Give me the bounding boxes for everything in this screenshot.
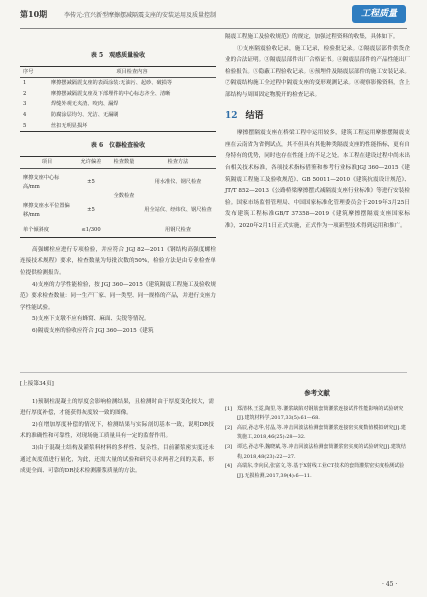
table6-item: 单个倾斜度 bbox=[20, 225, 74, 238]
table6-method: 用钢尺检查 bbox=[140, 225, 216, 238]
body-paragraph: 高强螺栓应进行专项检验，并应符合 JGJ 82—2011《钢结构高强度螺栓连接技术规程》要求，检查数量为每批次数的50%，检验方法是由专业检查单位提供检测报告。 bbox=[20, 246, 216, 276]
journal-logo: 工程质量 bbox=[352, 5, 406, 23]
reference-text: 高辰,孙志华,付晶,等.冲击回波法检测套筒灌浆连接密实度数值模拟研究[J].建筑施工,2018,46(25):28—32. bbox=[237, 424, 406, 441]
table6-header-cell: 项目 bbox=[20, 156, 74, 168]
table5-cell: 摩擦摆减隔震支座及下部埋件的中心标志齐全、清晰 bbox=[51, 90, 171, 97]
conclusion-paragraph: 摩擦摆隔震支座在桥梁工程中运用较多，建筑工程运用摩擦摆隔震支座在云南省为省例试点，其不但具有其他种类隔震支座的性能指标，更有自身特有的优势，同时也存在性能上的不足之处。本工程在建设过程中尚未出台相关技术标准，各项技术指标借鉴和参考行业标准JGJ 360—2015《建筑隔震工程施工及验收规范》、GB 50011—2010《建筑抗震设计规范》、JT/T 852—2013《公路桥梁摩擦摆式减隔震支座行业标准》等进行安装检验。国家市场监督管理局、中国国家标准化管理委员会于2019年3月25日发布建筑工程标准GB/T 37358—2019《建筑摩擦摆隔震支座国家标准》，2020年2月1日正式实施，正式作为一项新型技术得到运用和推广。 bbox=[225, 130, 410, 229]
table5-header-cell: 序号 bbox=[20, 66, 48, 78]
reference-item bbox=[225, 462, 409, 481]
table6-qty: 全数检查 bbox=[113, 193, 135, 200]
references-title: 参考文献 bbox=[304, 389, 330, 397]
reference-text: 高瑞东,李向民,张富文,等.基于X射线工业CT技术的套筒灌浆密实度检测试验[J].无损检测,2017,39(4):6—11. bbox=[237, 463, 405, 479]
left-column bbox=[20, 32, 216, 338]
table5-cell: 摩擦摆减隔震支座的表面涂装:无油污、起砂、破损等 bbox=[51, 80, 173, 87]
continued-article bbox=[20, 379, 214, 478]
section-title: 结语 bbox=[245, 110, 264, 121]
table6-qty bbox=[108, 225, 140, 238]
reference-number: [4] bbox=[225, 463, 233, 470]
table6-header-cell: 检查方法 bbox=[140, 156, 216, 168]
records-list: ①支座隔震验收记录，施工记录，检验批记录。②隔震层部件供货企业的合法证明。③隔震层部件出厂合格证书。④隔震层部件的产品性能出厂检验报告。⑤隐蔽工程验收记录。⑥预埋件及隔震层部件的施工安装记录。⑦隔震结构施工全过程中隔震支座的变形观测记录。⑧观察影像资料，含上部结构与周围固定物脱开的检查记录。 bbox=[225, 45, 410, 98]
table5-header-row bbox=[20, 66, 216, 78]
table5-cell: 1 bbox=[23, 80, 27, 87]
reference-item bbox=[225, 443, 409, 462]
table6-method: 用水准仪、钢尺检查 bbox=[154, 179, 202, 186]
section-number: 12 bbox=[225, 110, 238, 121]
table5-header-cell: 项目检查内容 bbox=[48, 66, 216, 78]
table6-dev: ±5 bbox=[87, 207, 95, 214]
table5-row bbox=[20, 78, 216, 89]
table6-item: 摩擦支座中心标高/mm bbox=[23, 175, 60, 190]
body-paragraph: 1)预制柱混凝土的厚度会影响检测结果，且检测时由于厚度变化较大，需进行厚度补偿，才能获得灰度较一致的图像。 bbox=[20, 398, 214, 417]
body-paragraph: 4)支座的力学性能检验，按 JGJ 360—2015《建筑隔震工程施工及验收规范》要求检查数量：同一生产厂家、同一类型、同一规格的产品，并进行支座力学性能试验。 bbox=[20, 281, 216, 311]
table6-row bbox=[20, 168, 216, 197]
table6-header-cell: 检查数量 bbox=[108, 156, 140, 168]
table6-item: 摩擦支座水平位置偏移/mm bbox=[23, 203, 70, 218]
page-header bbox=[0, 0, 427, 28]
body-paragraph: 3)由于混凝土结构及灌浆料材料的多样性、复杂性，目前灌浆密实度还未通过灰度值进行量化，为此，还需大量的试验和研究寻求两者之间的关系，形成更全面、可靠的DR技术检测灌浆质量的方法。 bbox=[20, 444, 214, 475]
header-rule bbox=[20, 28, 407, 29]
table5-row bbox=[20, 121, 216, 132]
table5-row bbox=[20, 89, 216, 100]
left-body bbox=[20, 245, 216, 338]
body-paragraph: 5)支座下支墩不应有蜂窝、麻面、尖锐等情况。 bbox=[32, 316, 150, 323]
references bbox=[225, 379, 409, 481]
table5-cell: 焊缝外观无夹渣、咬肉、漏焊 bbox=[51, 101, 119, 108]
table5-cell: 4 bbox=[23, 111, 27, 118]
table5 bbox=[20, 66, 216, 133]
continued-tag: [上接第34页] bbox=[20, 381, 54, 387]
table5-row bbox=[20, 110, 216, 121]
table5-cell: 丝扣无明显损坏 bbox=[48, 121, 216, 132]
table5-cell: 3 bbox=[23, 101, 27, 108]
reference-number: [2] bbox=[225, 424, 233, 431]
table6-dev: ≤1/300 bbox=[74, 225, 108, 238]
reference-number: [1] bbox=[225, 405, 233, 412]
section-heading bbox=[225, 111, 410, 123]
table5-row bbox=[20, 99, 216, 110]
reference-item bbox=[225, 424, 409, 443]
table6-dev: ±5 bbox=[87, 179, 95, 186]
table6 bbox=[20, 156, 216, 238]
running-title: 李传元:宜兴新型摩擦摆减隔震支座的安装运用及质量控制 bbox=[64, 12, 217, 19]
table5-cell: 5 bbox=[20, 121, 48, 132]
reference-text: 郑清林,王霓,陶里,等.灌浆缺陷对钢筋套筒灌浆连接试件性能影响的试验研究[J].建筑材料学,2017,33(5):61—68. bbox=[237, 405, 404, 422]
table6-method: 用全站仪、经纬仪、钢尺检查 bbox=[144, 207, 212, 214]
issue-number: 第10期 bbox=[20, 9, 48, 19]
reference-number: [3] bbox=[225, 443, 233, 450]
reference-item bbox=[225, 405, 409, 424]
table6-header-row bbox=[20, 156, 216, 168]
body-paragraph: 6)隔震支座的验收应符合 JGJ 360—2015《建筑 bbox=[32, 327, 154, 334]
table6-header-cell: 允许偏差 bbox=[74, 156, 108, 168]
section-divider bbox=[20, 372, 407, 373]
reference-text: 谭达,孙志华,魏晓斌,等.冲击回波法检测套筒灌浆密实度的试验研究[J].建筑结构,2018,48(23):22—27. bbox=[237, 443, 406, 460]
table5-cell: 2 bbox=[23, 90, 27, 97]
table5-cell: 防腐涂层均匀、光洁、无漏刷 bbox=[51, 111, 119, 118]
page-number: · 45 · bbox=[382, 581, 398, 588]
table6-caption: 表 6 仪器检查验收 bbox=[90, 142, 146, 150]
body-paragraph: 隔震工程施工及验收规范》的规定，加强过程资料的收集，具体如下。 bbox=[225, 34, 399, 40]
table6-row bbox=[20, 225, 216, 238]
right-column bbox=[225, 32, 410, 233]
body-paragraph: 2)在增加厚度补偿的情况下，检测结果与实际剖切基本一致，说明DR技术的准确性和可靠性，对现场施工质量具有一定的监督作用。 bbox=[20, 421, 214, 440]
table5-caption: 表 5 观感质量验收 bbox=[90, 52, 146, 59]
